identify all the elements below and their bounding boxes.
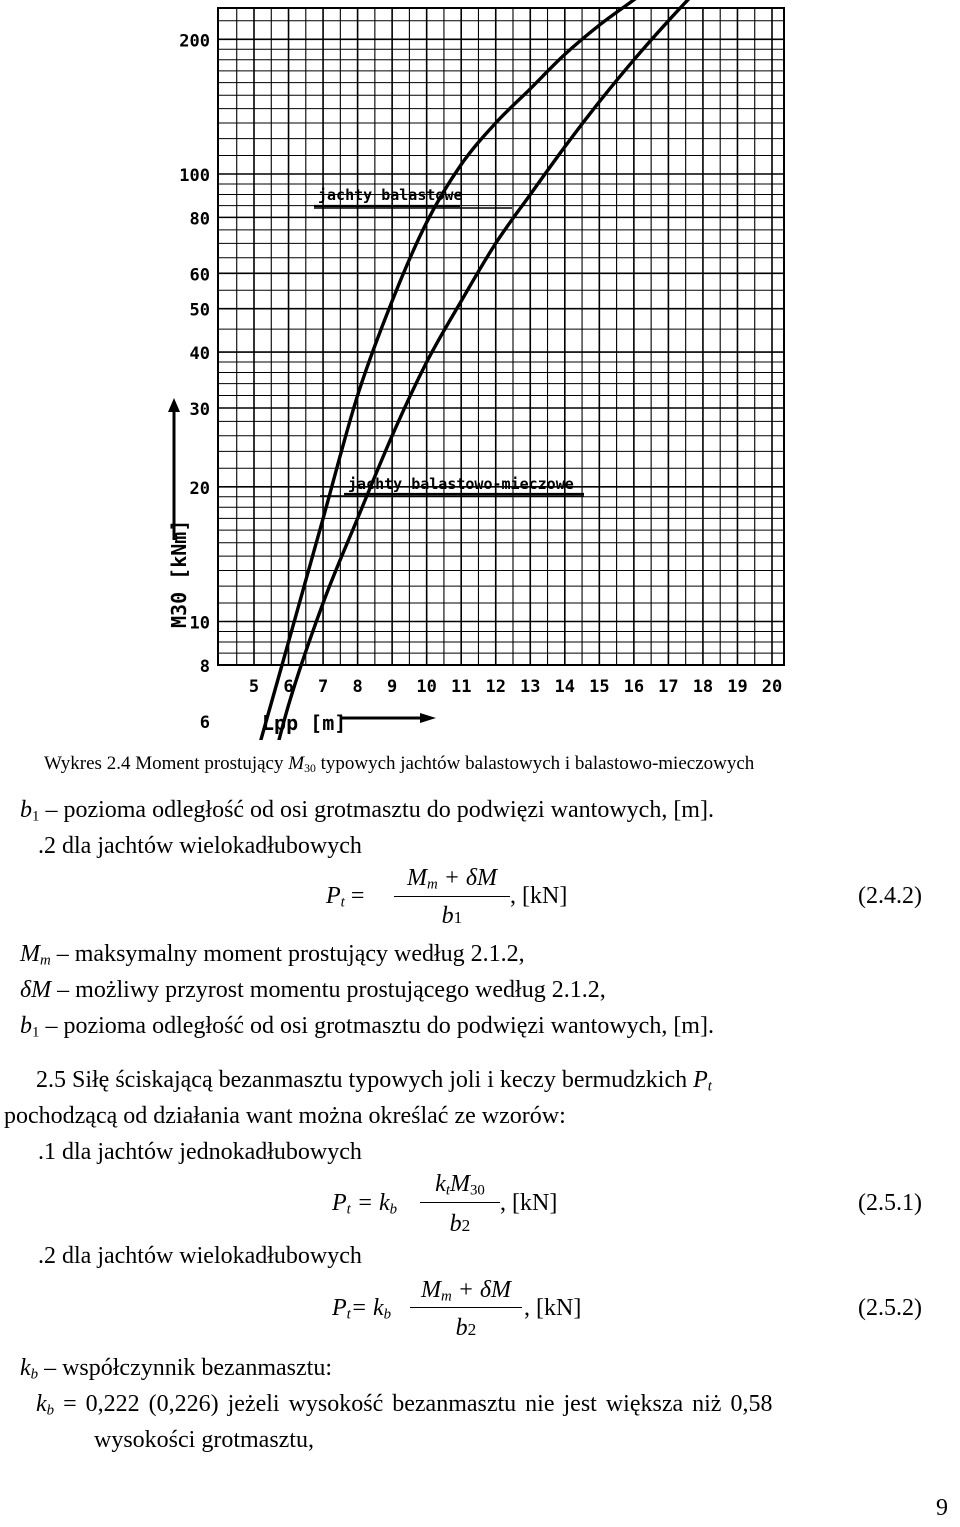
x-tick-label: 10	[416, 677, 437, 697]
annotation-ballast-centreboard	[320, 475, 584, 496]
annotation-ballast-label: jachty balastowe	[318, 186, 463, 204]
eq251-unit: , [kN]	[500, 1190, 558, 1216]
x-tick-label: 14	[554, 677, 576, 697]
x-tick-label: 13	[520, 677, 541, 697]
x-tick-label: 8	[352, 677, 363, 697]
eq251-label: (2.5.1)	[858, 1190, 922, 1216]
eq242-numerator: $M_m + \delta M$	[406, 865, 498, 893]
y-tick-label: 20	[189, 478, 210, 499]
x-tick-label: 19	[727, 677, 748, 697]
moment-chart	[0, 0, 960, 740]
x-tick-label: 15	[589, 677, 610, 697]
y-tick-label: 8	[199, 656, 210, 677]
item-multihull-1: .2 dla jachtów wielokadłubowych	[38, 833, 362, 859]
eq252-numerator: $M_m + \delta M$	[420, 1277, 512, 1305]
kb-value-line2: wysokości grotmasztu,	[94, 1427, 314, 1453]
y-tick-label: 40	[189, 344, 210, 365]
curve-ballast	[248, 0, 773, 740]
eq251-fraction-bar	[420, 1202, 500, 1203]
eq242-fraction-bar	[394, 896, 510, 897]
section-2-5-line2: pochodzącą od działania want można określać ze wzorów:	[4, 1103, 566, 1129]
eq251-lhs: $P_t = k_b$	[332, 1190, 398, 1218]
eq242-label: (2.4.2)	[858, 883, 922, 909]
x-tick-label: 16	[623, 677, 645, 697]
x-tick-label: 17	[658, 677, 679, 697]
kb-definition: $k_b$ – współczynnik bezanmasztu:	[20, 1355, 333, 1383]
x-axis-label	[262, 711, 436, 735]
kb-value-line1: $k_b = 0,222$ (0,226) jeżeli wysokość bezanmasztu nie jest większa niż 0,58	[36, 1391, 773, 1419]
page-number: 9	[936, 1495, 948, 1521]
caption-suffix: typowych jachtów balastowych i balastowo-mieczowych	[315, 753, 755, 774]
y-axis-label-text: M30 [kNm]	[167, 519, 191, 628]
figure-caption	[44, 754, 754, 773]
x-tick-label: 6	[283, 677, 294, 697]
plot-frame	[218, 8, 784, 665]
mm-definition: $M_m$ – maksymalny moment prostujący według 2.1.2,	[20, 941, 525, 969]
y-tick-label: 6	[199, 712, 210, 733]
item-monohull: .1 dla jachtów jednokadłubowych	[38, 1139, 362, 1165]
y-tick-label: 100	[179, 166, 210, 186]
y-tick-label: 10	[189, 613, 210, 634]
y-tick-label: 30	[189, 399, 210, 420]
x-tick-labels	[249, 677, 782, 697]
eq252-fraction-bar	[410, 1307, 522, 1308]
x-axis-label-text: Lpp [m]	[262, 711, 347, 735]
y-tick-label: 80	[189, 209, 210, 230]
chart-curves	[248, 0, 773, 740]
eq252-unit: , [kN]	[524, 1295, 582, 1321]
annotation-ballast	[314, 186, 512, 208]
eq252-label: (2.5.2)	[858, 1295, 922, 1321]
eq251-numerator: $k_tM_{30}$	[435, 1171, 485, 1199]
x-tick-label: 12	[485, 677, 506, 697]
x-tick-label: 9	[387, 677, 398, 697]
x-tick-label: 20	[761, 677, 783, 697]
section-2-5-line1: 2.5 Siłę ściskającą bezanmasztu typowych joli i keczy bermudzkich $P_t$	[36, 1067, 712, 1095]
eq242-unit: , [kN]	[510, 883, 568, 909]
caption-symbol: M	[288, 753, 305, 774]
y-tick-labels	[179, 0, 210, 740]
x-tick-label: 18	[692, 677, 714, 697]
x-tick-label: 5	[248, 677, 260, 697]
x-tick-label: 11	[450, 677, 472, 697]
chart-grid	[218, 8, 784, 665]
eq252-denominator: b2	[455, 1315, 477, 1341]
y-axis-label	[167, 398, 191, 628]
y-tick-label: 200	[179, 31, 210, 52]
b1-definition-2: $b_1$ – pozioma odległość od osi grotmasztu do podwięzi wantowych, [m].	[20, 1013, 714, 1041]
dm-definition: δM – możliwy przyrost momentu prostującego według 2.1.2,	[20, 977, 606, 1003]
y-tick-label: 50	[189, 300, 210, 321]
b1-definition-1: $b_1$ – pozioma odległość od osi grotmasztu do podwięzi wantowych, [m].	[20, 797, 714, 825]
eq242-lhs: $P_t$ =	[326, 883, 365, 911]
caption-prefix: Wykres 2.4 Moment prostujący	[44, 753, 289, 774]
eq252-lhs: $P_t= k_b$	[332, 1295, 392, 1323]
eq251-denominator: b2	[449, 1211, 471, 1237]
y-tick-label: 60	[189, 265, 210, 286]
annotation-ballast-centreboard-label: jachty balastowo-mieczowe	[348, 475, 574, 493]
curve-ballast-centreboard	[258, 0, 773, 740]
item-multihull-2: .2 dla jachtów wielokadłubowych	[38, 1243, 362, 1269]
caption-sub: 30	[304, 761, 316, 775]
eq242-denominator: b1	[441, 903, 463, 929]
x-tick-label: 7	[317, 677, 329, 697]
